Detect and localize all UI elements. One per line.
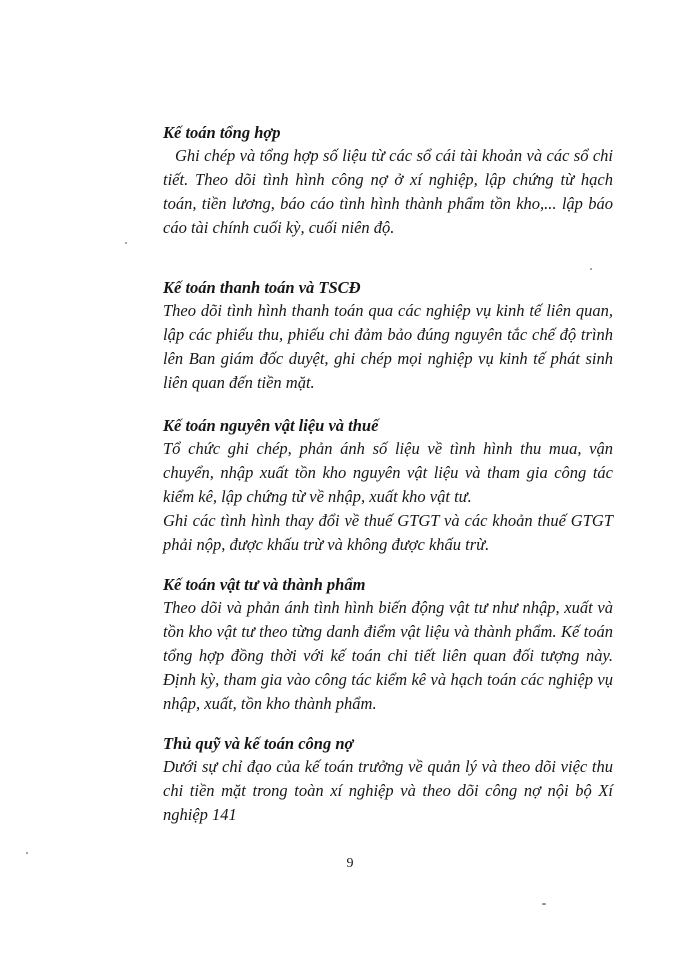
section-ke-toan-vat-tu xyxy=(163,574,613,716)
page-number: 9 xyxy=(346,856,354,871)
section-paragraph: Tổ chức ghi chép, phản ánh số liệu về tình hình thu mua, vận chuyển, nhập xuất tồn kho nguyên vật liệu và tham gia công tác kiểm kê, lập chứng từ về nhập, xuất kho vật tư. xyxy=(163,439,613,506)
section-heading: Kế toán nguyên vật liệu và thuế xyxy=(163,416,379,435)
section-paragraph: Theo dõi và phản ánh tình hình biến động vật tư như nhập, xuất và tồn kho vật tư theo từng danh điểm vật liệu và thành phẩm. Kế toán tổng hợp đồng thời với kế toán chi tiết liên quan đối tượng này. Định kỳ, tham gia vào công tác kiểm kê và hạch toán các nghiệp vụ nhập, xuất, tồn kho thành phẩm. xyxy=(163,598,613,713)
section-paragraph: Ghi chép và tổng hợp số liệu từ các sổ cái tài khoản và các sổ chi tiết. Theo dõi tình hình công nợ ở xí nghiệp, lập chứng từ hạch toán, tiền lương, báo cáo tình hình thành phẩm tồn kho,... lập báo cáo tài chính cuối kỳ, cuối niên độ. xyxy=(163,146,613,237)
section-ke-toan-tong-hop xyxy=(163,122,613,240)
section-heading: Kế toán tổng hợp xyxy=(163,123,281,142)
scan-speck xyxy=(125,242,127,244)
scan-speck xyxy=(26,852,28,854)
section-ke-toan-nguyen-vat-lieu xyxy=(163,415,613,557)
scan-speck xyxy=(542,903,546,905)
section-heading: Kế toán thanh toán và TSCĐ xyxy=(163,278,361,297)
scan-speck xyxy=(590,268,592,270)
section-thu-quy xyxy=(163,733,613,827)
section-paragraph: Ghi các tình hình thay đổi về thuế GTGT và các khoản thuế GTGT phải nộp, được khấu trừ và không được khấu trừ. xyxy=(163,511,613,554)
section-heading: Thủ quỹ và kế toán công nợ xyxy=(163,734,354,753)
section-ke-toan-thanh-toan xyxy=(163,277,613,395)
section-paragraph: Theo dõi tình hình thanh toán qua các nghiệp vụ kinh tế liên quan, lập các phiếu thu, phiếu chi đảm bảo đúng nguyên tắc chế độ trình lên Ban giám đốc duyệt, ghi chép mọi nghiệp vụ kinh tế phát sinh liên quan đến tiền mặt. xyxy=(163,301,613,392)
section-heading: Kế toán vật tư và thành phẩm xyxy=(163,575,366,594)
section-paragraph: Dưới sự chỉ đạo của kế toán trưởng về quản lý và theo dõi việc thu chi tiền mặt trong toàn xí nghiệp và theo dõi công nợ nội bộ Xí nghiệp 141 xyxy=(163,757,613,824)
